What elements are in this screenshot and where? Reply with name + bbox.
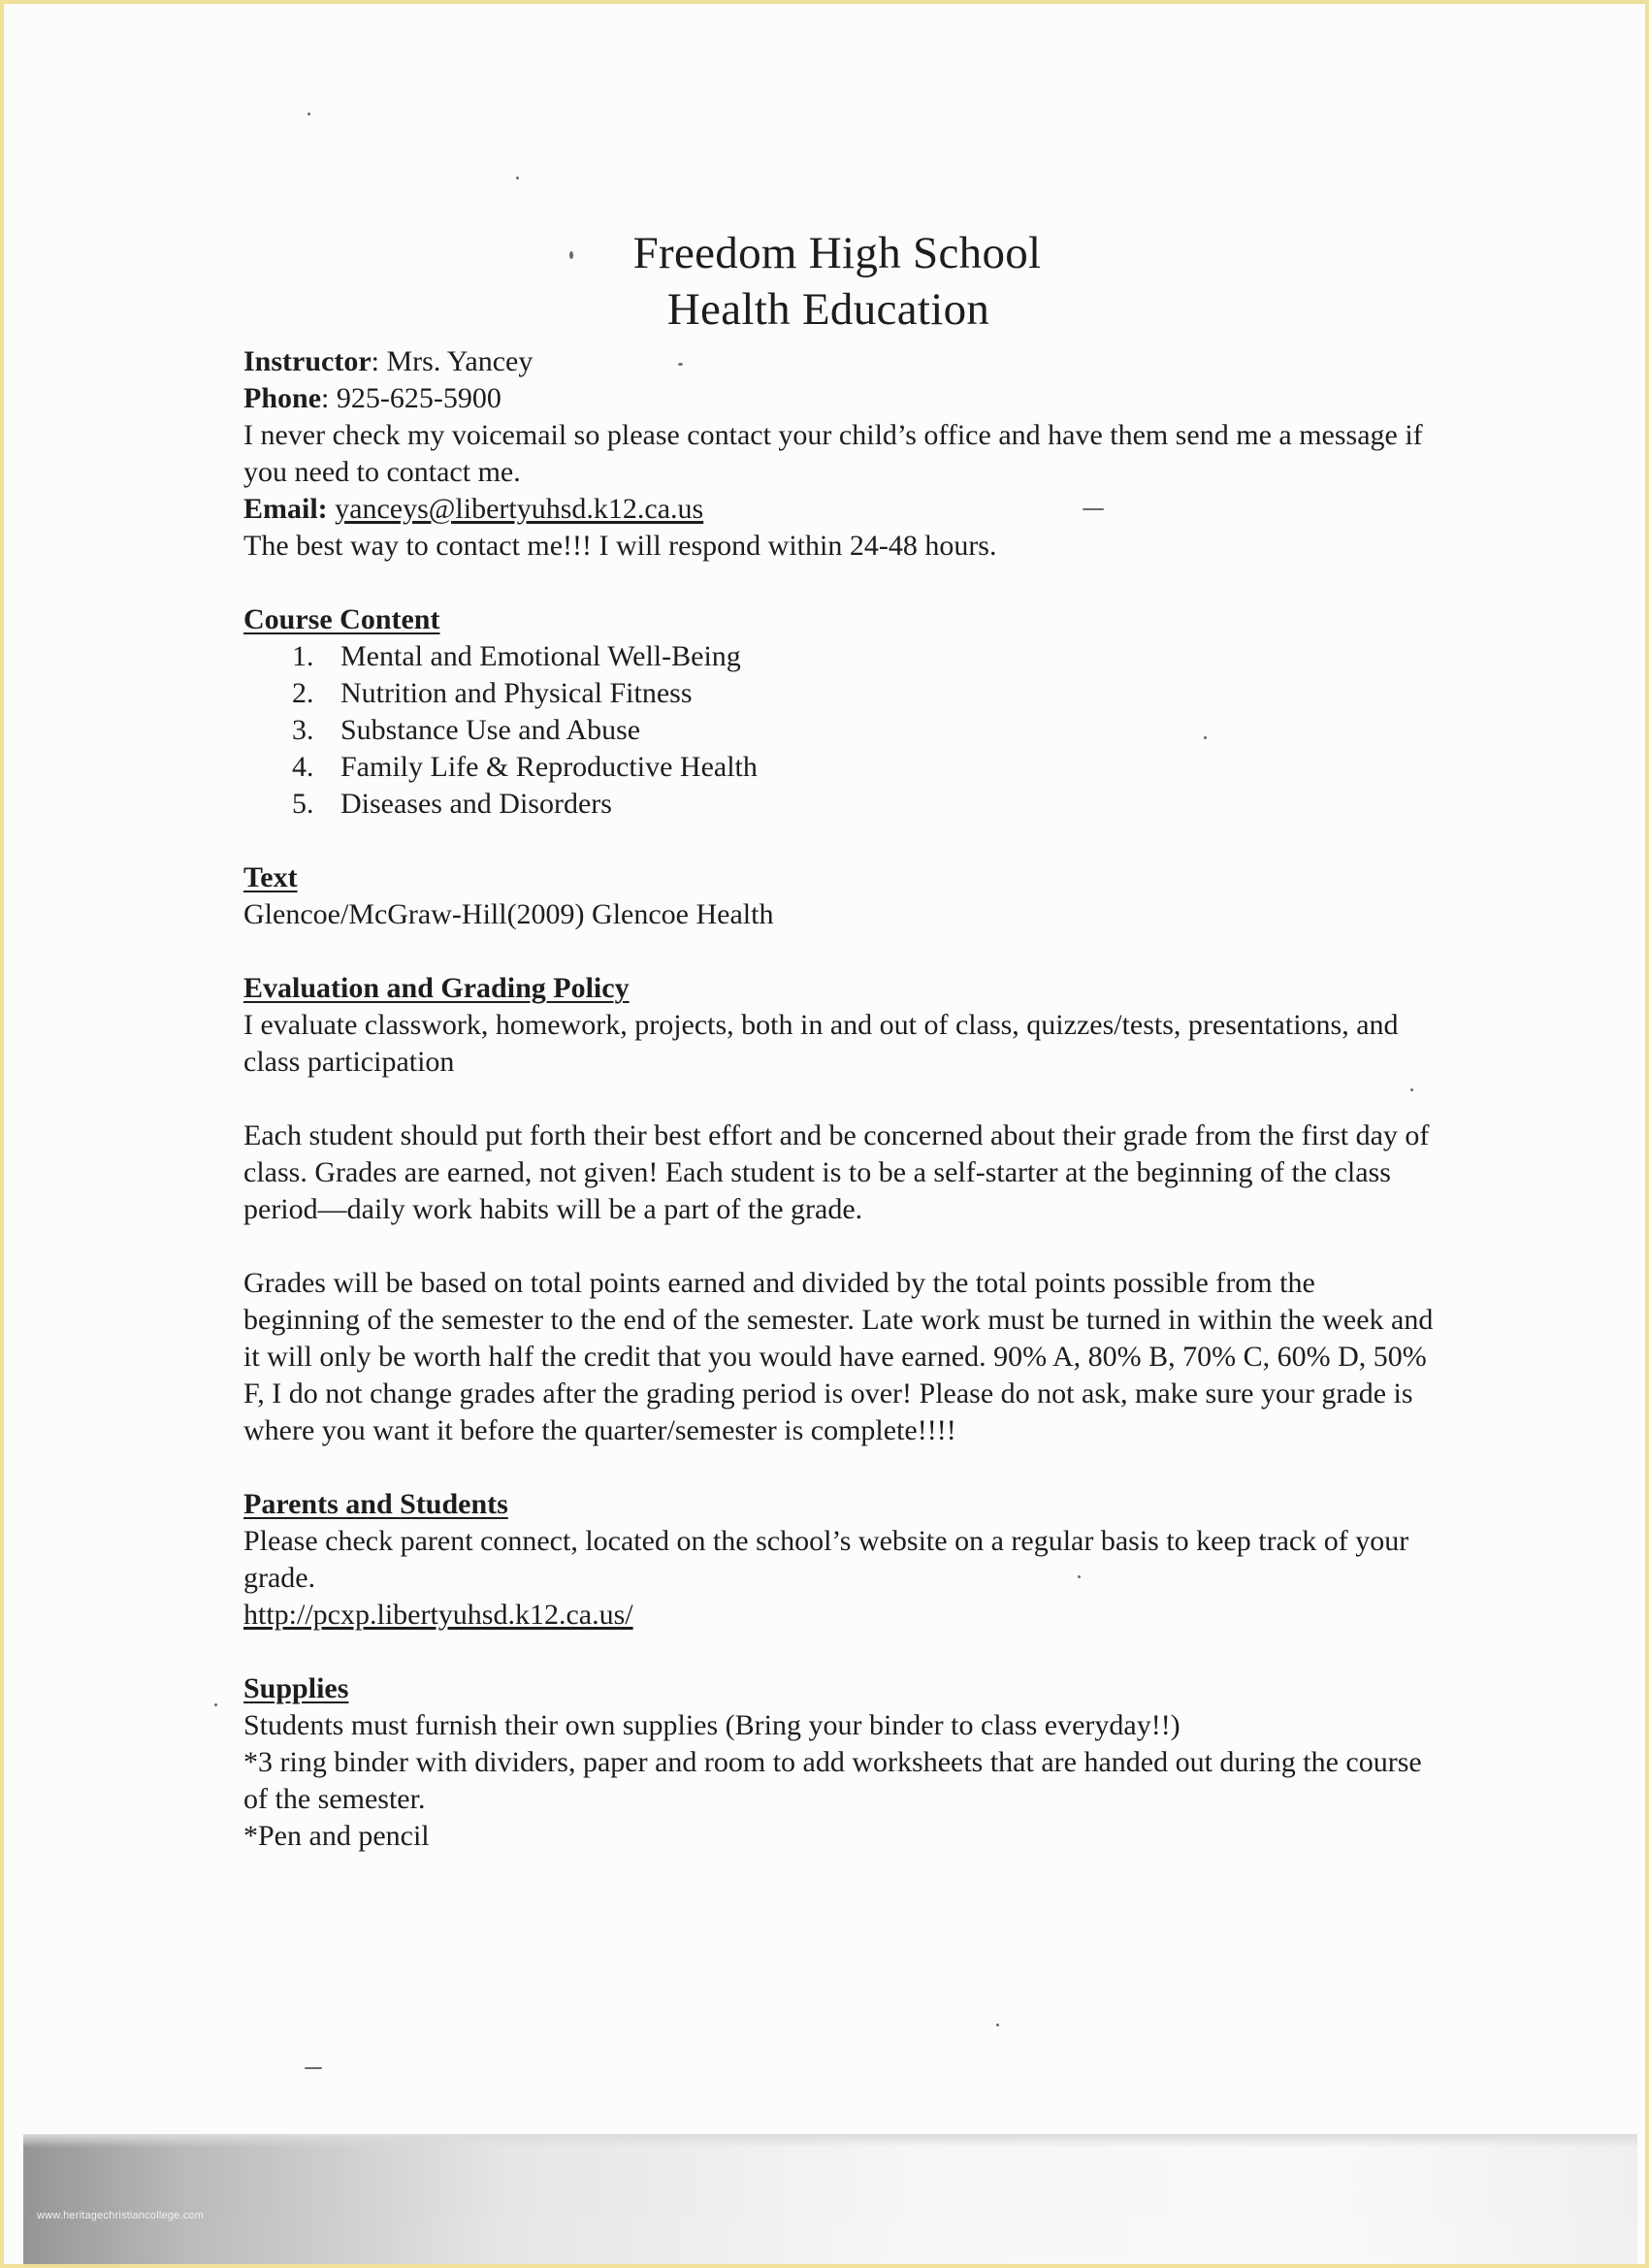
scan-speck: [305, 2067, 322, 2069]
supplies-line-3: *Pen and pencil: [243, 1820, 430, 1852]
phone-value: : 925-625-5900: [321, 382, 501, 414]
email-label: Email:: [243, 493, 328, 525]
scan-speck: [996, 2024, 999, 2026]
supplies-line-1: Students must furnish their own supplies (Bring your binder to class everyday!!): [243, 1709, 1180, 1741]
list-item-text: Nutrition and Physical Fitness: [340, 677, 693, 709]
list-item-text: Substance Use and Abuse: [340, 714, 641, 746]
list-item-number: 2.: [292, 677, 314, 709]
instructor-value: : Mrs. Yancey: [371, 345, 534, 377]
scan-shadow: [23, 2134, 1637, 2264]
voicemail-note: I never check my voicemail so please contact your child’s office and have them send me a message if you need to contact me.: [243, 419, 1423, 488]
phone-line: [243, 380, 1437, 417]
list-item-number: 5.: [292, 788, 314, 820]
scan-speck: [214, 1703, 217, 1706]
phone-label: Phone: [243, 382, 322, 414]
list-item-text: Family Life & Reproductive Health: [340, 751, 758, 783]
list-item-number: 1.: [292, 640, 314, 672]
list-item-text: Diseases and Disorders: [340, 788, 612, 820]
instructor-line: [243, 343, 1437, 380]
scan-speck: [307, 113, 310, 115]
evaluation-paragraph-3: Grades will be based on total points earned and divided by the total points possible from the beginning of the semester to the end of the semester. Late work must be turned in within the week and it will only be worth half the credit that you would have earned. 90% A, 80% B, 70% C, 60% D, 50% F, I do not change grades after the grading period is over! Please do not ask, make sure your grade is where you want it before the quarter/semester is complete!!!!: [243, 1267, 1434, 1446]
course-content-list: [243, 638, 1437, 823]
parents-heading: Parents and Students: [243, 1488, 508, 1520]
list-item-number: 3.: [292, 714, 314, 746]
list-item: [292, 749, 1437, 786]
list-item: [292, 712, 1437, 749]
supplies-heading: Supplies: [243, 1672, 349, 1704]
course-name: Health Education: [666, 284, 990, 335]
textbook-citation: Glencoe/McGraw-Hill(2009) Glencoe Health: [243, 898, 774, 930]
parents-paragraph: Please check parent connect, located on the school’s website on a regular basis to keep track of your grade.: [243, 1525, 1409, 1594]
email-link[interactable]: yanceys@libertyuhsd.k12.ca.us: [335, 493, 704, 525]
document-body: [243, 343, 1437, 1855]
email-note: The best way to contact me!!! I will respond within 24-48 hours.: [243, 530, 997, 562]
list-item: [292, 675, 1437, 712]
evaluation-paragraph-1: I evaluate classwork, homework, projects, both in and out of class, quizzes/tests, presentations, and class participation: [243, 1009, 1399, 1078]
instructor-label: Instructor: [243, 345, 372, 377]
email-line: [243, 491, 1437, 528]
evaluation-heading: Evaluation and Grading Policy: [243, 972, 630, 1004]
document-header: [4, 225, 1649, 338]
course-content-heading: Course Content: [243, 603, 440, 635]
evaluation-paragraph-2: Each student should put forth their best effort and be concerned about their grade from the first day of class. Grades are earned, not given! Each student is to be a self-starter at the beginning of the class period—daily work habits will be a part of the grade.: [243, 1119, 1430, 1225]
list-item: [292, 638, 1437, 675]
text-heading: Text: [243, 861, 298, 893]
school-name: Freedom High School: [632, 228, 1042, 278]
list-item-number: 4.: [292, 751, 314, 783]
scan-speck: [516, 177, 519, 179]
list-item: [292, 786, 1437, 823]
parent-connect-link[interactable]: http://pcxp.libertyuhsd.k12.ca.us/: [243, 1599, 633, 1631]
supplies-line-2: *3 ring binder with dividers, paper and room to add worksheets that are handed out during the course of the semester.: [243, 1746, 1422, 1815]
watermark-text: www.heritagechristiancollege.com: [37, 2210, 205, 2221]
list-item-text: Mental and Emotional Well-Being: [340, 640, 741, 672]
